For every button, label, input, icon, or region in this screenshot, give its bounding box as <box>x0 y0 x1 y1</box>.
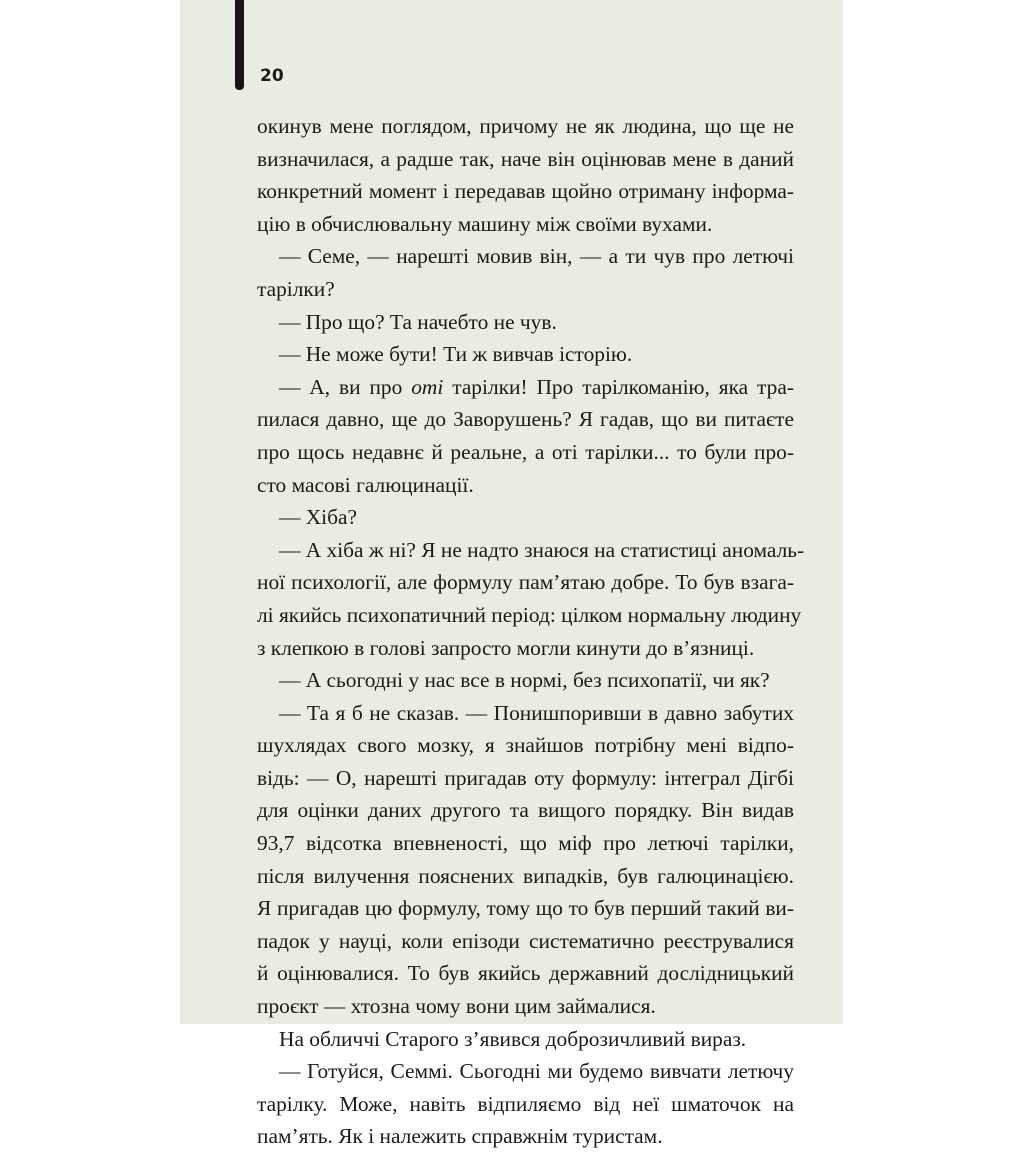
text-line: 93,7 відсотка впевненості, що міф про летючі тарілки, <box>257 831 794 856</box>
text-line: падок у науці, коли епізоди систематично реєструвалися <box>257 928 794 953</box>
italic-emphasis: оті <box>411 374 444 399</box>
text-line: цію в обчислювальну машину між своїми вухами. <box>257 211 713 236</box>
text-line: тарілки? <box>257 276 335 301</box>
text-line: пам’ять. Як і належить справжнім туристам. <box>257 1124 663 1149</box>
text-line: лі якийсь психопатичний період: цілком нормальну людину <box>257 602 802 627</box>
book-page <box>180 0 843 1149</box>
text-line: відь: — О, нарешті пригадав оту формулу: інтеграл Дігбі <box>257 765 794 790</box>
text-line: проєкт — хтозна чому вони цим займалися. <box>257 994 656 1019</box>
text-line: ної психології, але формулу пам’ятаю добре. То був взага- <box>257 570 794 595</box>
text-line: про щось недавнє й реальне, а оті тарілки... то були про- <box>257 439 794 464</box>
text-line: з клепкою в голові запросто могли кинути до в’язниці. <box>257 635 755 660</box>
text-line: — А, ви про оті тарілки! Про тарілкоманію, яка тра- <box>279 374 794 399</box>
text-line: — Хіба? <box>279 505 358 530</box>
text-line: тарілку. Може, навіть відпиляємо від неї шматочок на <box>257 1091 794 1116</box>
text-line: сто масові галюцинації. <box>257 472 474 497</box>
text-line: пилася давно, ще до Заворушень? Я гадав, що ви питаєте <box>257 407 794 432</box>
text-line: й оцінювалися. То був якийсь державний дослідницький <box>257 961 794 986</box>
text-line: — Про що? Та начебто не чув. <box>279 309 557 334</box>
text-line: — Не може бути! Ти ж вивчав історію. <box>279 342 633 367</box>
text-line: визначилася, а радше так, наче він оцінював мене в даний <box>257 146 794 171</box>
text-line: шухлядах свого мозку, я знайшов потрібну мені відпо- <box>257 733 794 758</box>
text-line: окинув мене поглядом, причому не як людина, що ще не <box>257 114 794 138</box>
text-line: — А хіба ж ні? Я не надто знаюся на статистиці аномаль- <box>279 537 805 562</box>
text-line: — А сьогодні у нас все в нормі, без психопатії, чи як? <box>279 668 770 693</box>
text-line: — Готуйся, Семмі. Сьогодні ми будемо вивчати летючу <box>279 1059 794 1084</box>
text-line: — Семе, — нарешті мовив він, — а ти чув про летючі <box>279 244 794 269</box>
text-line: — Та я б не сказав. — Понишпоривши в давно забутих <box>279 700 794 725</box>
body-text <box>257 110 805 1153</box>
text-line: для оцінки даних другого та вищого порядку. Він видав <box>257 798 794 823</box>
text-line: Я пригадав цю формулу, тому що то був перший такий ви- <box>257 896 794 921</box>
page-number: 20 <box>260 66 284 86</box>
text-line: На обличчі Старого з’явився доброзичливий вираз. <box>279 1026 747 1051</box>
text-line: конкретний момент і передавав щойно отриману інформа- <box>257 179 794 204</box>
page-edge-mark <box>235 0 244 90</box>
text-line: після вилучення пояснених випадків, був галюцинацією. <box>257 863 794 888</box>
